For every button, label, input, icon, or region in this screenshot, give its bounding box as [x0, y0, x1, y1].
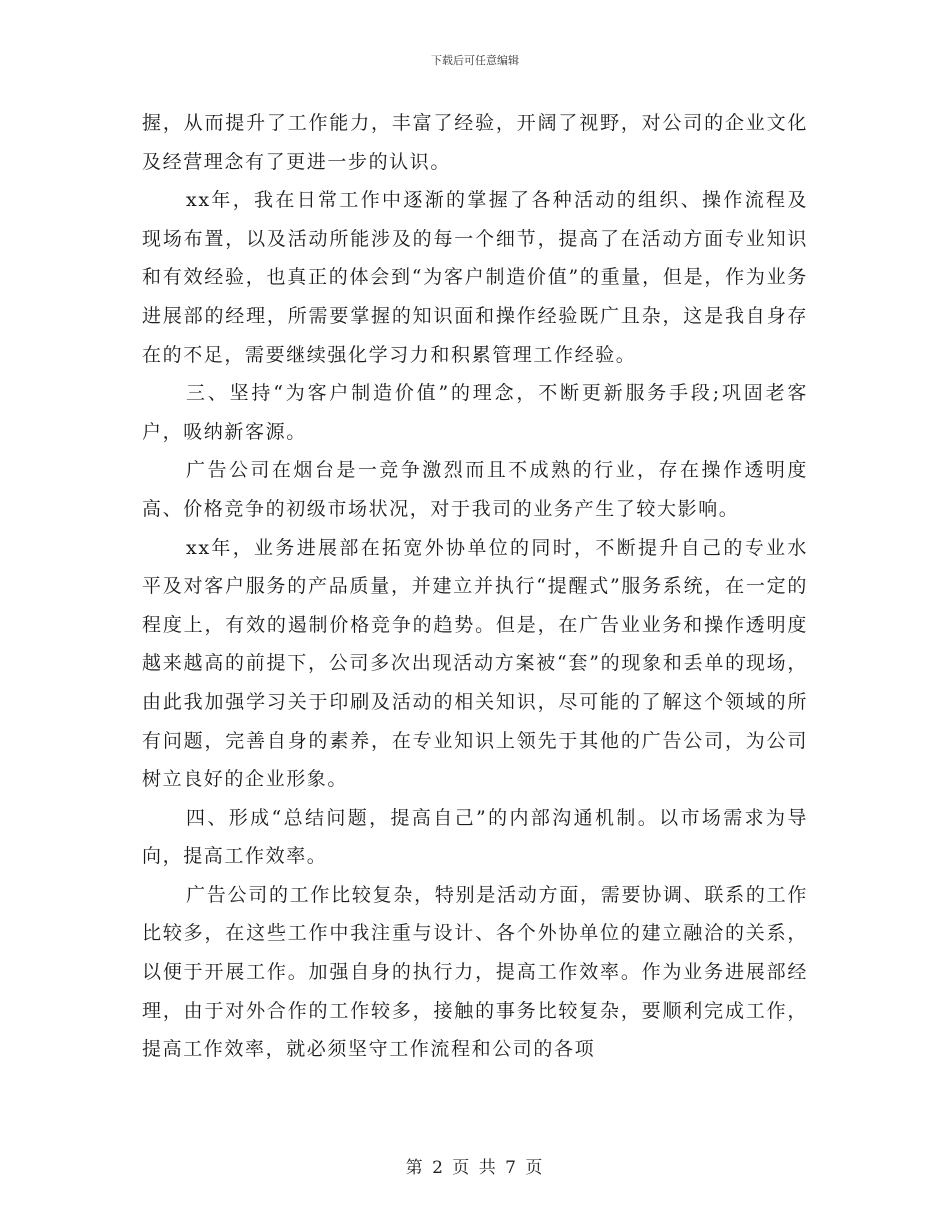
section-heading-paragraph: 四、形成“总结问题，提高自己”的内部沟通机制。以市场需求为导向，提高工作效率。: [142, 806, 808, 868]
paragraph: 广告公司在烟台是一竞争激烈而且不成熟的行业，存在操作透明度高、价格竞争的初级市场状况，对于我司的业务产生了较大影响。: [142, 459, 808, 520]
page-number-footer: 第 2 页 共 7 页: [405, 1158, 545, 1178]
paragraph: xx年，业务进展部在拓宽外协单位的同时，不断提升自己的专业水平及对客户服务的产品质量，并建立并执行“提醒式”服务系统，在一定的程度上，有效的遏制价格竞争的趋势。但是，在广告业业务和操作透明度越来越高的前提下，公司多次出现活动方案被“套”的现象和丢单的现场，由此我加强学习关于印刷及活动的相关知识，尽可能的了解这个领域的所有问题，完善自身的素养，在专业知识上领先于其他的广告公司，为公司树立良好的企业形象。: [142, 536, 808, 791]
paragraph: 广告公司的工作比较复杂，特别是活动方面，需要协调、联系的工作比较多，在这些工作中我注重与设计、各个外协单位的建立融洽的关系，以便于开展工作。加强自身的执行力，提高工作效率。作为业务进展部经理，由于对外合作的工作较多，接触的事务比较复杂，要顺利完成工作，提高工作效率，就必须坚守工作流程和公司的各项: [142, 883, 808, 1061]
paragraph: xx年，我在日常工作中逐渐的掌握了各种活动的组织、操作流程及现场布置，以及活动所能涉及的每一个细节，提高了在活动方面专业知识和有效经验，也真正的体会到“为客户制造价值”的重量，但是，作为业务进展部的经理，所需要掌握的知识面和操作经验既广且杂，这是我自身存在的不足，需要继续强化学习力和积累管理工作经验。: [142, 189, 808, 366]
page-header: 下载后可任意编辑: [431, 54, 519, 67]
paragraph: 握，从而提升了工作能力，丰富了经验，开阔了视野，对公司的企业文化及经营理念有了更进一步的认识。: [142, 112, 808, 173]
document-body: [142, 104, 808, 1069]
section-heading-paragraph: 三、坚持“为客户制造价值”的理念，不断更新服务手段;巩固老客户，吸纳新客源。: [142, 382, 808, 443]
